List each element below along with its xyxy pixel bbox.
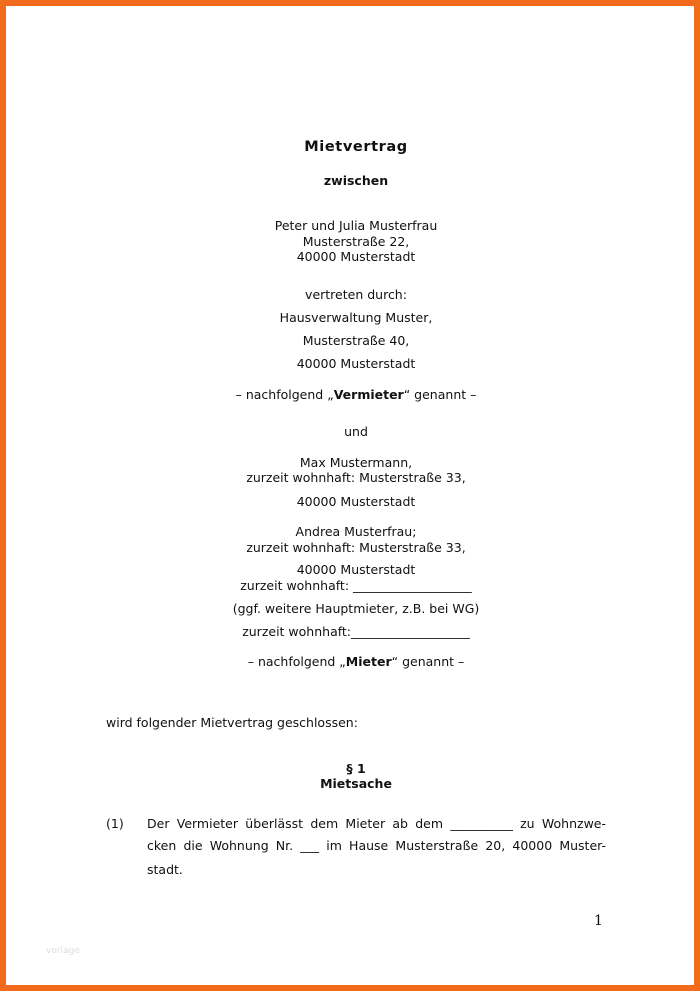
landlord-city: 40000 Musterstadt [296,249,416,264]
section-heading: Mietsache [320,776,392,791]
landlord-designation-term: Vermieter [333,387,404,402]
paragraph-label: (1) [106,816,124,831]
watermark: vorlage [46,946,80,956]
page-number: 1 [594,913,603,929]
landlord-designation-pre: – nachfolgend „ [235,387,334,402]
document-title: Mietvertrag [304,139,408,155]
landlord-designation [6,387,700,402]
and-label: und [344,424,368,439]
landlord-street: Musterstraße 22, [302,234,410,249]
further-tenants-note: (ggf. weitere Hauptmieter, z.B. bei WG) [232,601,480,616]
represented-by: vertreten durch: [305,287,407,302]
tenant-designation [6,654,700,669]
tenant-designation-pre: – nachfolgend „ [247,654,346,669]
tenant1-city: 40000 Musterstadt [296,494,416,509]
contract-intro: wird folgender Mietvertrag geschlossen: [106,715,358,730]
paragraph-line-2: cken die Wohnung Nr. ___ im Hause Musterstraße 20, 40000 Muster- [147,838,606,853]
tenant1-name: Max Mustermann, [299,455,413,470]
between-label: zwischen [323,173,389,188]
landlord-designation-post: “ genannt – [403,387,477,402]
agent-city: 40000 Musterstadt [296,356,416,371]
tenant1-address: zurzeit wohnhaft: Musterstraße 33, [246,470,466,485]
agent-name: Hausverwaltung Muster, [279,310,433,325]
tenant2-address: zurzeit wohnhaft: Musterstraße 33, [246,540,466,555]
paragraph-line-3: stadt. [147,862,183,877]
landlord-names: Peter und Julia Musterfrau [274,218,438,233]
tenant-designation-post: “ genannt – [391,654,465,669]
tenant-blank-line-1: zurzeit wohnhaft: ___________________ [240,578,472,593]
section-number: § 1 [346,761,366,776]
paragraph-line-1: Der Vermieter überlässt dem Mieter ab dem __________ zu Wohnzwe- [147,816,606,831]
tenant-blank-line-2: zurzeit wohnhaft:___________________ [242,624,470,639]
tenant2-city: 40000 Musterstadt [296,562,416,577]
tenant-designation-term: Mieter [345,654,392,669]
tenant2-name: Andrea Musterfrau; [295,524,417,539]
agent-street: Musterstraße 40, [302,333,410,348]
